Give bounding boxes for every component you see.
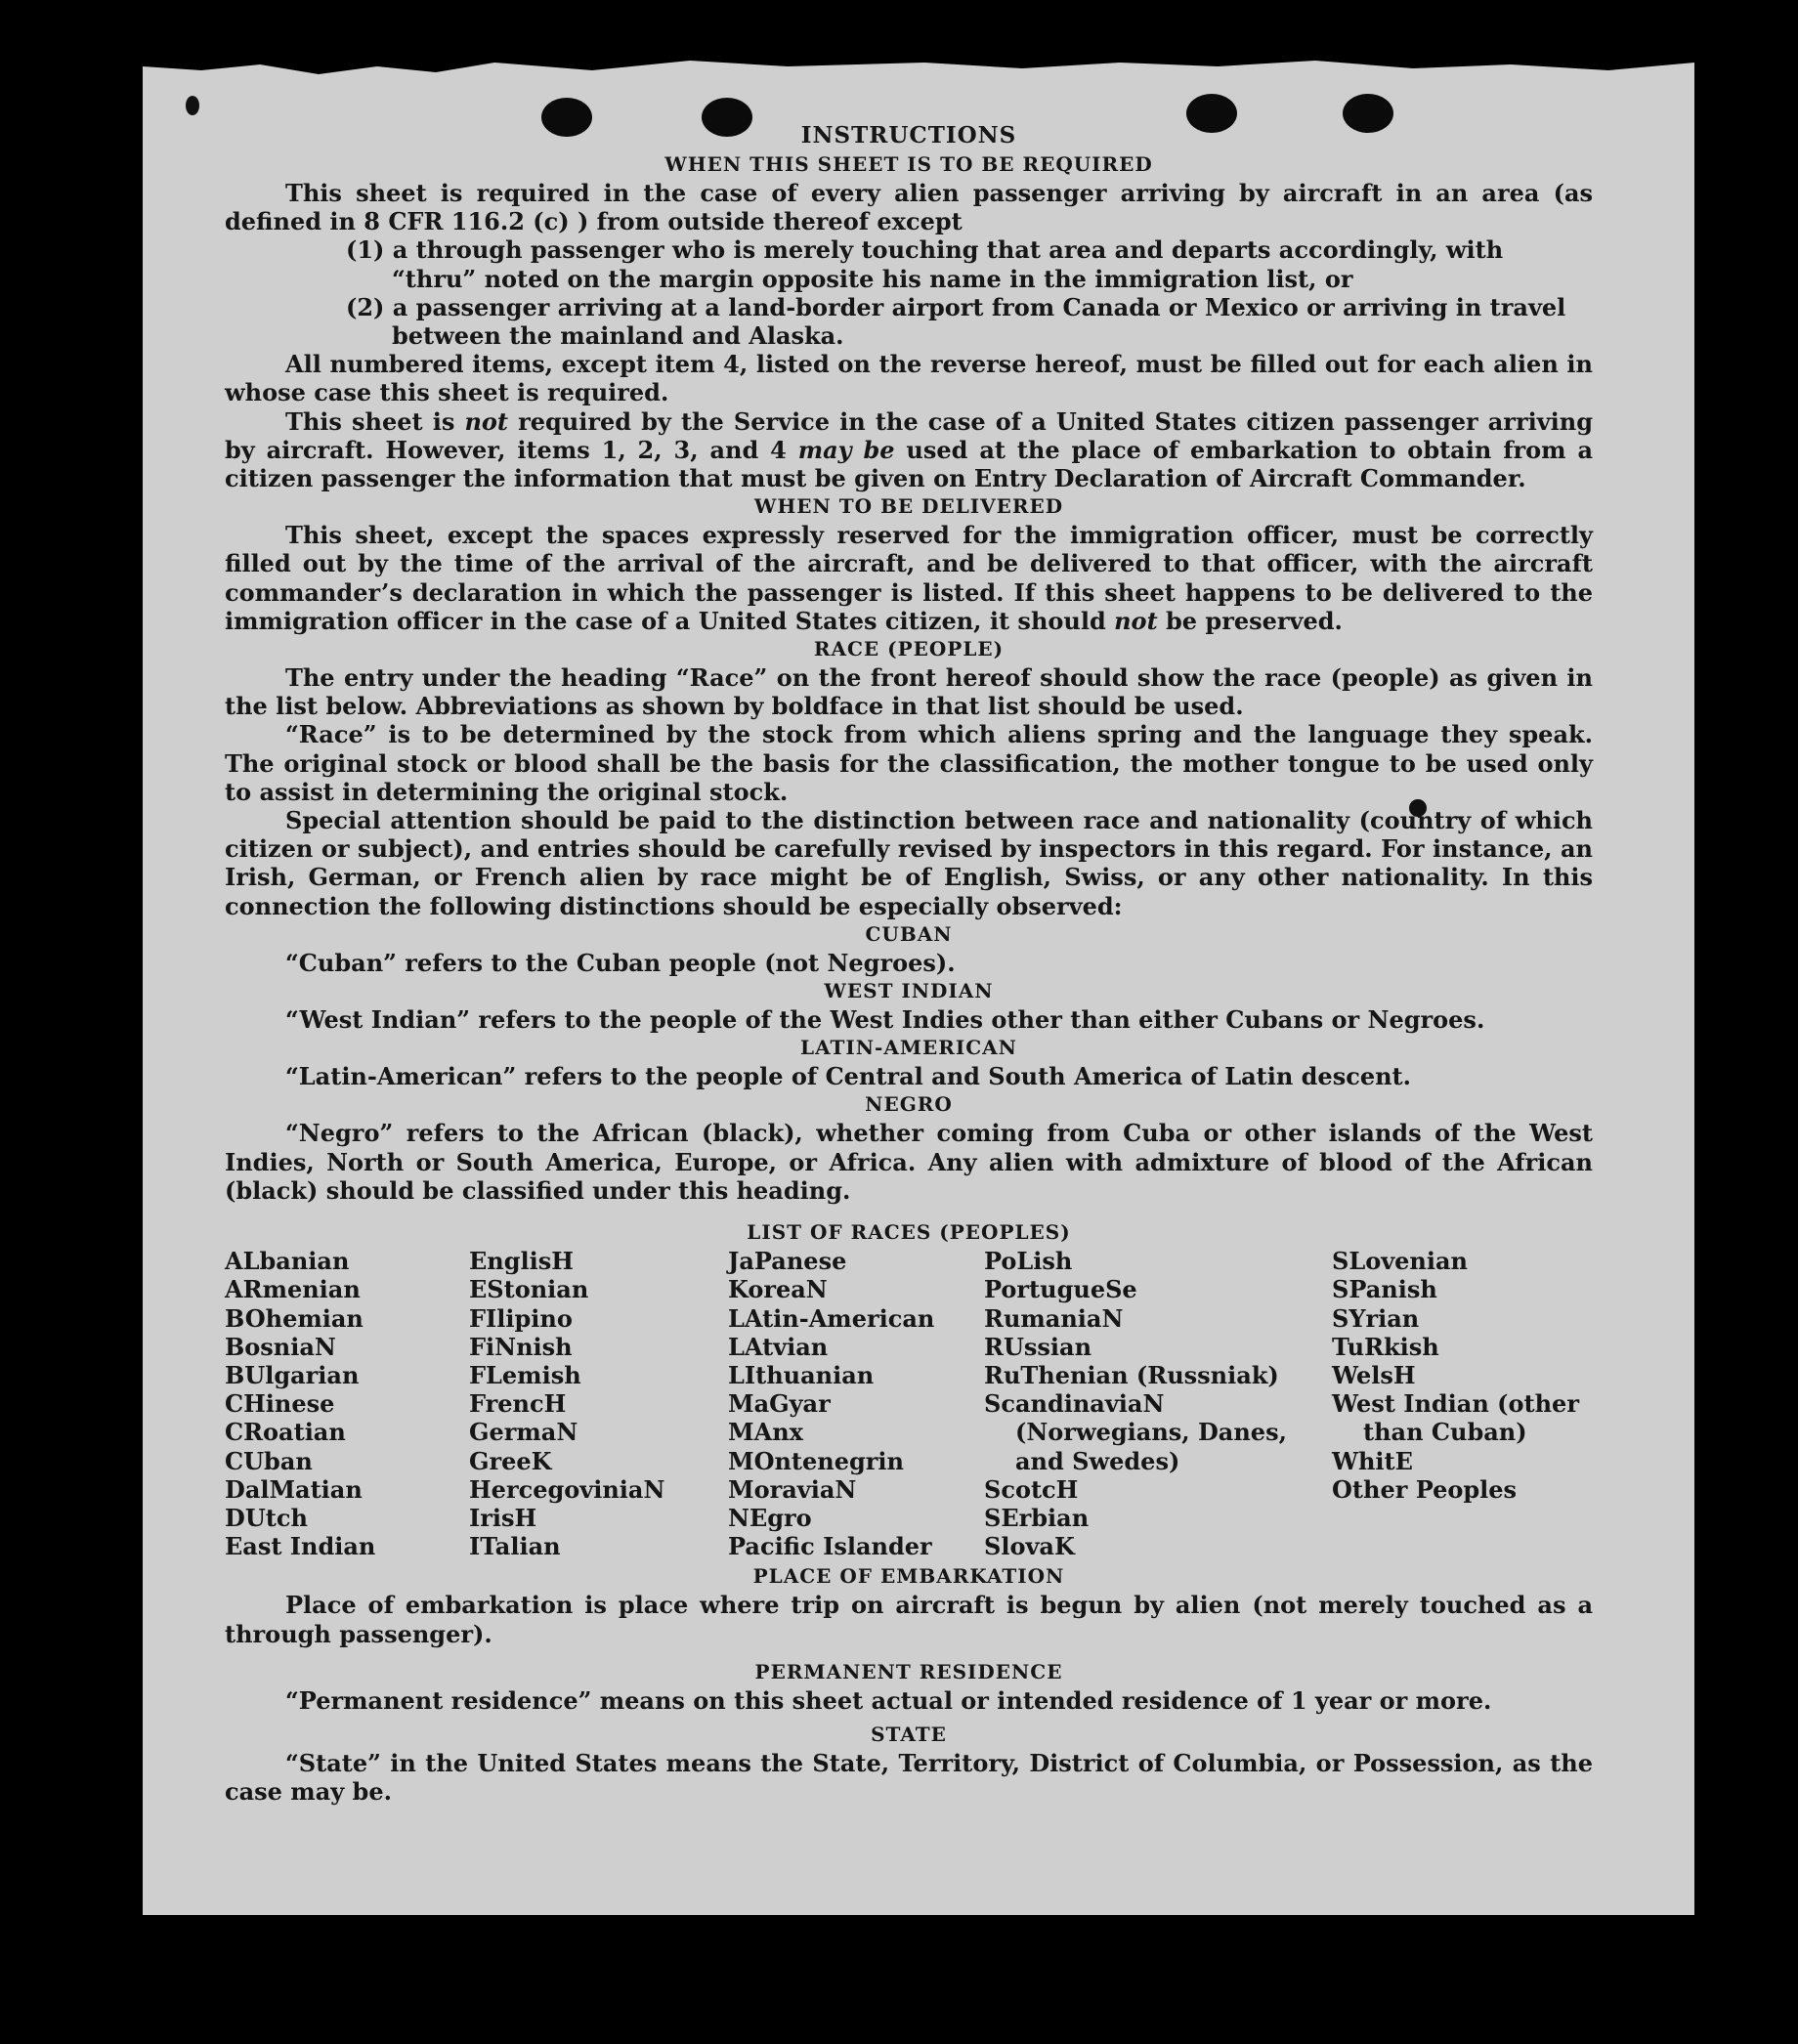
race-entry: WelsH (1332, 1360, 1416, 1389)
race-entry: CRoatian (225, 1418, 346, 1447)
heading-negro: NEGRO (865, 1092, 953, 1117)
ink-speck (186, 96, 199, 115)
race-entry: SErbian (984, 1503, 1090, 1532)
race-entry: FrencH (469, 1389, 567, 1419)
race-entry: Other Peoples (1332, 1474, 1518, 1504)
race-entry: BUlgarian (225, 1360, 360, 1389)
paragraph: The entry under the heading “Race” on the front hereof should show the race (people) as given in the list below. Abbreviations as shown by boldface in that list should be used. (225, 663, 1593, 721)
race-entry: BosniaN (225, 1332, 336, 1361)
instructions-content (225, 121, 1593, 1806)
race-entry: RuThenian (Russniak) (984, 1360, 1279, 1389)
paragraph: Place of embarkation is place where trip on aircraft is begun by alien (not merely touched as a through passenger). (225, 1591, 1593, 1648)
paragraph: “Cuban” refers to the Cuban people (not Negroes). (285, 948, 956, 977)
heading-state: STATE (871, 1722, 947, 1746)
race-entry: HercegoviniaN (469, 1474, 665, 1504)
race-entry: MOntenegrin (728, 1446, 904, 1475)
paragraph: This sheet is required in the case of every alien passenger arriving by aircraft in an area (as defined in 8 CFR 116.2 (c) ) from outside thereof except (225, 179, 1593, 236)
heading-when-delivered: WHEN TO BE DELIVERED (753, 494, 1064, 519)
race-entry: TuRkish (1332, 1332, 1439, 1361)
race-entry: NEgro (728, 1503, 812, 1532)
race-entry: DUtch (225, 1503, 308, 1532)
race-entry: SLovenian (1332, 1247, 1468, 1276)
race-entry: JaPanese (728, 1247, 847, 1276)
race-entry: LIthuanian (728, 1360, 875, 1389)
race-entry: PoLish (984, 1247, 1073, 1276)
list-item: (1) a through passenger who is merely touching that area and departs accordingly, with “thru” noted on the margin opposite his name in the immigration list, or (346, 235, 1504, 293)
race-entry: GermaN (469, 1418, 578, 1447)
paragraph: All numbered items, except item 4, listed on the reverse hereof, must be filled out for each alien in whose case this sheet is required. (225, 350, 1593, 407)
race-entry: LAtvian (728, 1332, 829, 1361)
paragraph: “Latin-American” refers to the people of Central and South America of Latin descent. (285, 1062, 1411, 1091)
race-entry: CUban (225, 1446, 313, 1475)
race-entry: MAnx (728, 1418, 803, 1447)
heading-west-indian: WEST INDIAN (824, 979, 994, 1003)
heading-when-required: WHEN THIS SHEET IS TO BE REQUIRED (664, 152, 1153, 176)
race-entry: KoreaN (728, 1275, 828, 1304)
heading-place-of-embarkation: PLACE OF EMBARKATION (752, 1564, 1065, 1589)
races-column (728, 1247, 984, 1560)
race-entry: GreeK (469, 1446, 552, 1475)
race-entry: ScandinaviaN (Norwegians, Danes, and Swedes) (984, 1389, 1287, 1475)
torn-top-edge (143, 59, 1694, 96)
race-entry: DalMatian (225, 1474, 363, 1504)
race-entry: SlovaK (984, 1532, 1075, 1561)
race-entry: RumaniaN (984, 1303, 1124, 1333)
races-column (984, 1247, 1332, 1560)
race-entry: West Indian (other than Cuban) (1332, 1389, 1579, 1447)
race-entry: SPanish (1332, 1275, 1437, 1304)
race-entry: ScotcH (984, 1474, 1079, 1504)
title-instructions: INSTRUCTIONS (800, 122, 1017, 149)
races-column (225, 1247, 469, 1560)
races-column (1332, 1247, 1593, 1560)
race-entry: SYrian (1332, 1303, 1420, 1333)
paragraph: “Negro” refers to the African (black), whether coming from Cuba or other islands of the West Indies, North or South America, Europe, or Africa. Any alien with admixture of blood of the African (black) should be classified under this heading. (225, 1119, 1593, 1205)
race-entry: FLemish (469, 1360, 581, 1389)
heading-cuban: CUBAN (865, 921, 953, 946)
paragraph: “Race” is to be determined by the stock from which aliens spring and the language they speak. The original stock or blood shall be the basis for the classification, the mother tongue to be used only to assist in determining the original stock. (225, 720, 1593, 806)
race-entry: MoraviaN (728, 1474, 857, 1504)
race-entry: MaGyar (728, 1389, 831, 1419)
race-entry: LAtin-American (728, 1303, 935, 1333)
races-column (469, 1247, 728, 1560)
paragraph: “State” in the United States means the State, Territory, District of Columbia, or Possession, as the case may be. (225, 1748, 1593, 1807)
race-entry: EStonian (469, 1275, 589, 1304)
race-entry: WhitE (1332, 1446, 1413, 1475)
race-entry: East Indian (225, 1532, 376, 1561)
race-entry: IrisH (469, 1503, 537, 1532)
race-entry: PortugueSe (984, 1275, 1137, 1304)
race-entry: ALbanian (225, 1247, 350, 1276)
paragraph: Special attention should be paid to the distinction between race and nationality (country of which citizen or subject), and entries should be carefully revised by inspectors in this regard. For instance, an Irish, German, or French alien by race might be of English, Swiss, or any other nationality. In this connection the following distinctions should be especially observed: (225, 806, 1593, 920)
paragraph: “West Indian” refers to the people of the West Indies other than either Cubans or Negroes. (285, 1005, 1485, 1035)
races-table (225, 1247, 1593, 1560)
heading-permanent-residence: PERMANENT RESIDENCE (754, 1659, 1063, 1683)
race-entry: RUssian (984, 1332, 1092, 1361)
heading-list-of-races: LIST OF RACES (PEOPLES) (747, 1220, 1071, 1245)
paragraph: “Permanent residence” means on this sheet actual or intended residence of 1 year or more. (285, 1685, 1492, 1715)
heading-race: RACE (PEOPLE) (813, 637, 1005, 661)
paragraph: This sheet is not required by the Service in the case of a United States citizen passenger arriving by aircraft. However, items 1, 2, 3, and 4 may be used at the place of embarkation to obtain from a citizen passenger the information that must be given on Entry Declaration of Aircraft Commander. (225, 406, 1594, 493)
race-entry: BOhemian (225, 1303, 364, 1333)
race-entry: EnglisH (469, 1247, 574, 1276)
race-entry: FIlipino (469, 1303, 573, 1333)
race-entry: CHinese (225, 1389, 335, 1419)
race-entry: FiNnish (469, 1332, 573, 1361)
heading-latin-american: LATIN-AMERICAN (800, 1036, 1017, 1060)
paragraph: This sheet, except the spaces expressly reserved for the immigration officer, must be correctly filled out by the time of the arrival of the aircraft, and be delivered to that officer, with the aircraft commander’s declaration in which the passenger is listed. If this sheet happens to be delivered to the immigration officer in the case of a United States citizen, it should not be preserved. (225, 521, 1593, 635)
race-entry: ARmenian (225, 1275, 361, 1304)
race-entry: ITalian (469, 1532, 561, 1561)
list-item: (2) a passenger arriving at a land-border airport from Canada or Mexico or arriving in travel between the mainland and Alaska. (346, 292, 1566, 351)
race-entry: Pacific Islander (728, 1532, 932, 1561)
document-sheet (143, 59, 1694, 1915)
